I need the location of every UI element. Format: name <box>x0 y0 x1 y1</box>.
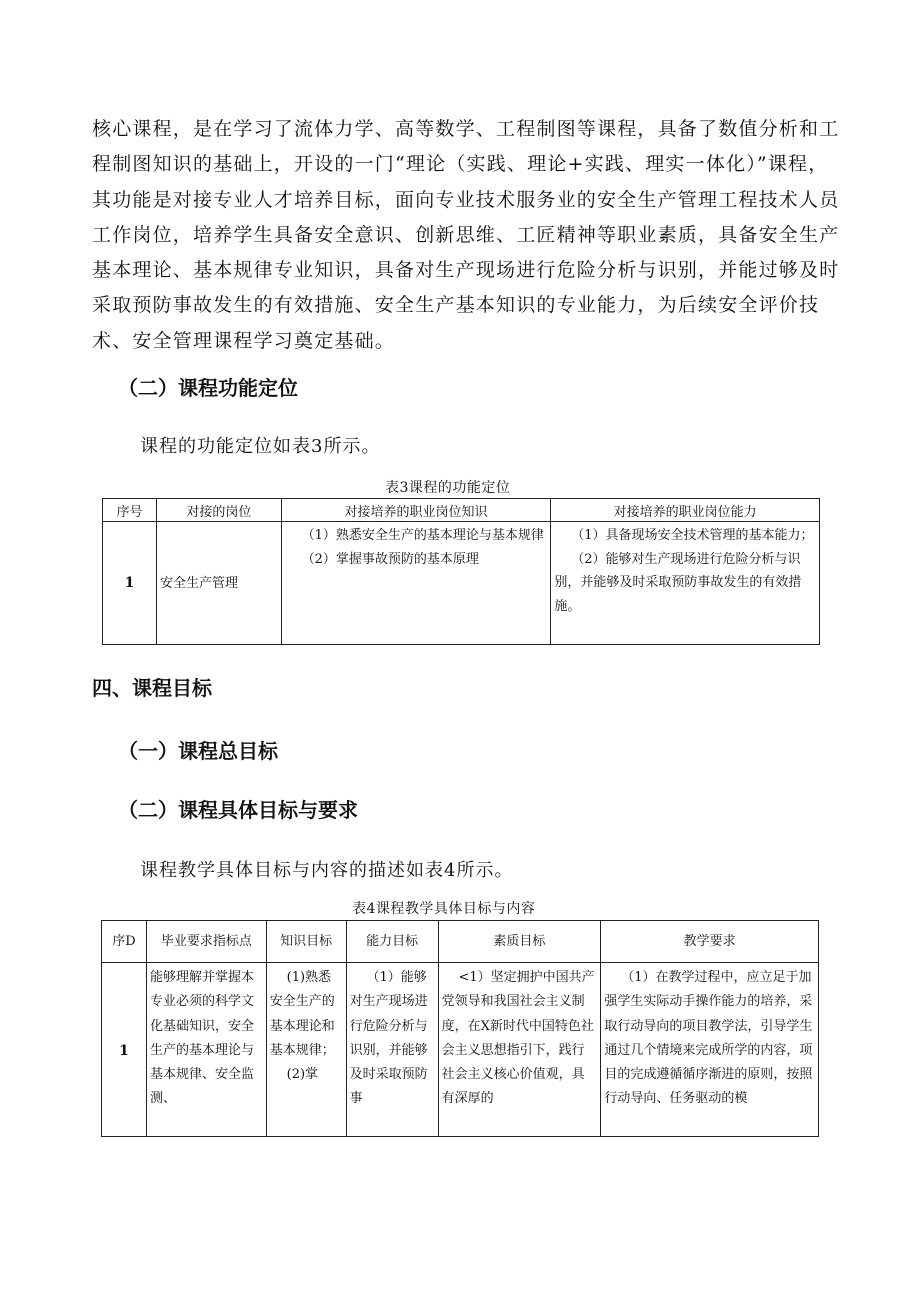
ability-item: （1）具备现场安全技术管理的基本能力； <box>571 528 814 543</box>
row-ability <box>551 522 820 645</box>
row-teaching: （1）在教学过程中，应立足于加强学生实际动手操作能力的培养，采取行动导向的项目教学法，引导学生通过几个情境来完成所学的内容，项目的完成遵循循序渐进的原则，按照行动导向、任务驱动的模 <box>601 963 819 1137</box>
function-text: 课程的功能定位如表3所示。 <box>140 436 381 457</box>
header-ability: 能力目标 <box>346 921 438 963</box>
header-quality: 素质目标 <box>438 921 601 963</box>
header-post: 对接的岗位 <box>156 499 281 522</box>
header-requirement: 毕业要求指标点 <box>146 921 266 963</box>
header-num: 序号 <box>103 499 157 522</box>
section-heading-goals: 四、课程目标 <box>92 676 212 700</box>
header-num: 序D <box>102 921 147 963</box>
goals-table <box>101 920 819 1137</box>
section-heading-function: （二）课程功能定位 <box>118 376 298 400</box>
row-num: 1 <box>103 522 157 645</box>
section-heading-specific: （二）课程具体目标与要求 <box>118 798 358 822</box>
table-header-row <box>103 499 820 522</box>
row-post: 安全生产管理 <box>156 522 281 645</box>
row-quality: <1）坚定拥护中国共产党领导和我国社会主义制度，在X新时代中国特色社会主义思想指引下，践行社会主义核心价值观，具有深厚的 <box>438 963 601 1137</box>
row-ability: （1）能够对生产现场进行危险分析与识别，并能够及时采取预防事 <box>346 963 438 1137</box>
intro-paragraph: 核心课程，是在学习了流体力学、高等数学、工程制图等课程，具备了数值分析和工程制图知识的基础上，开设的一门“理论（实践、理论+实践、理实一体化）”课程，其功能是对接专业人才培养目标，面向专业技术服务业的安全生产管理工程技术人员工作岗位，培养学生具备安全意识、创新思维、工匠精神等职业素质，具备安全生产基本理论、基本规律专业知识，具备对生产现场进行危险分析与识别，并能过够及时采取预防事故发生的有效措施、安全生产基本知识的专业能力，为后续安全评价技术、安全管理课程学习奠定基础。 <box>92 118 840 352</box>
row-requirement: 能够理解并掌握本专业必须的科学文化基础知识，安全生产的基本理论与基本规律、安全监测、 <box>146 963 266 1137</box>
ability-item: （2）能够对生产现场进行危险分析与识别，并能够及时采取预防事故发生的有效措施。 <box>554 551 802 614</box>
section-heading-overall: （一）课程总目标 <box>118 739 278 763</box>
header-knowledge: 对接培养的职业岗位知识 <box>281 499 551 522</box>
table4-caption: 表4课程教学具体目标与内容 <box>352 901 536 917</box>
table3-caption: 表3课程的功能定位 <box>385 480 511 496</box>
knowledge-item: （1）熟悉安全生产的基本理论与基本规律 <box>301 528 544 543</box>
header-teaching: 教学要求 <box>601 921 819 963</box>
row-knowledge <box>266 963 346 1137</box>
function-table <box>102 498 820 645</box>
knowledge-item: (2)掌 <box>286 1067 319 1083</box>
header-ability: 对接培养的职业岗位能力 <box>551 499 820 522</box>
knowledge-item: （2）掌握事故预防的基本原理 <box>301 551 479 567</box>
header-knowledge: 知识目标 <box>266 921 346 963</box>
row-knowledge <box>281 522 551 645</box>
knowledge-item: (1)熟悉安全生产的基本理论和基本规律； <box>269 970 335 1058</box>
row-num: 1 <box>102 963 147 1137</box>
table-row <box>102 963 819 1137</box>
table-row <box>103 522 820 645</box>
specific-text: 课程教学具体目标与内容的描述如表4所示。 <box>140 860 514 881</box>
table-header-row <box>102 921 819 963</box>
